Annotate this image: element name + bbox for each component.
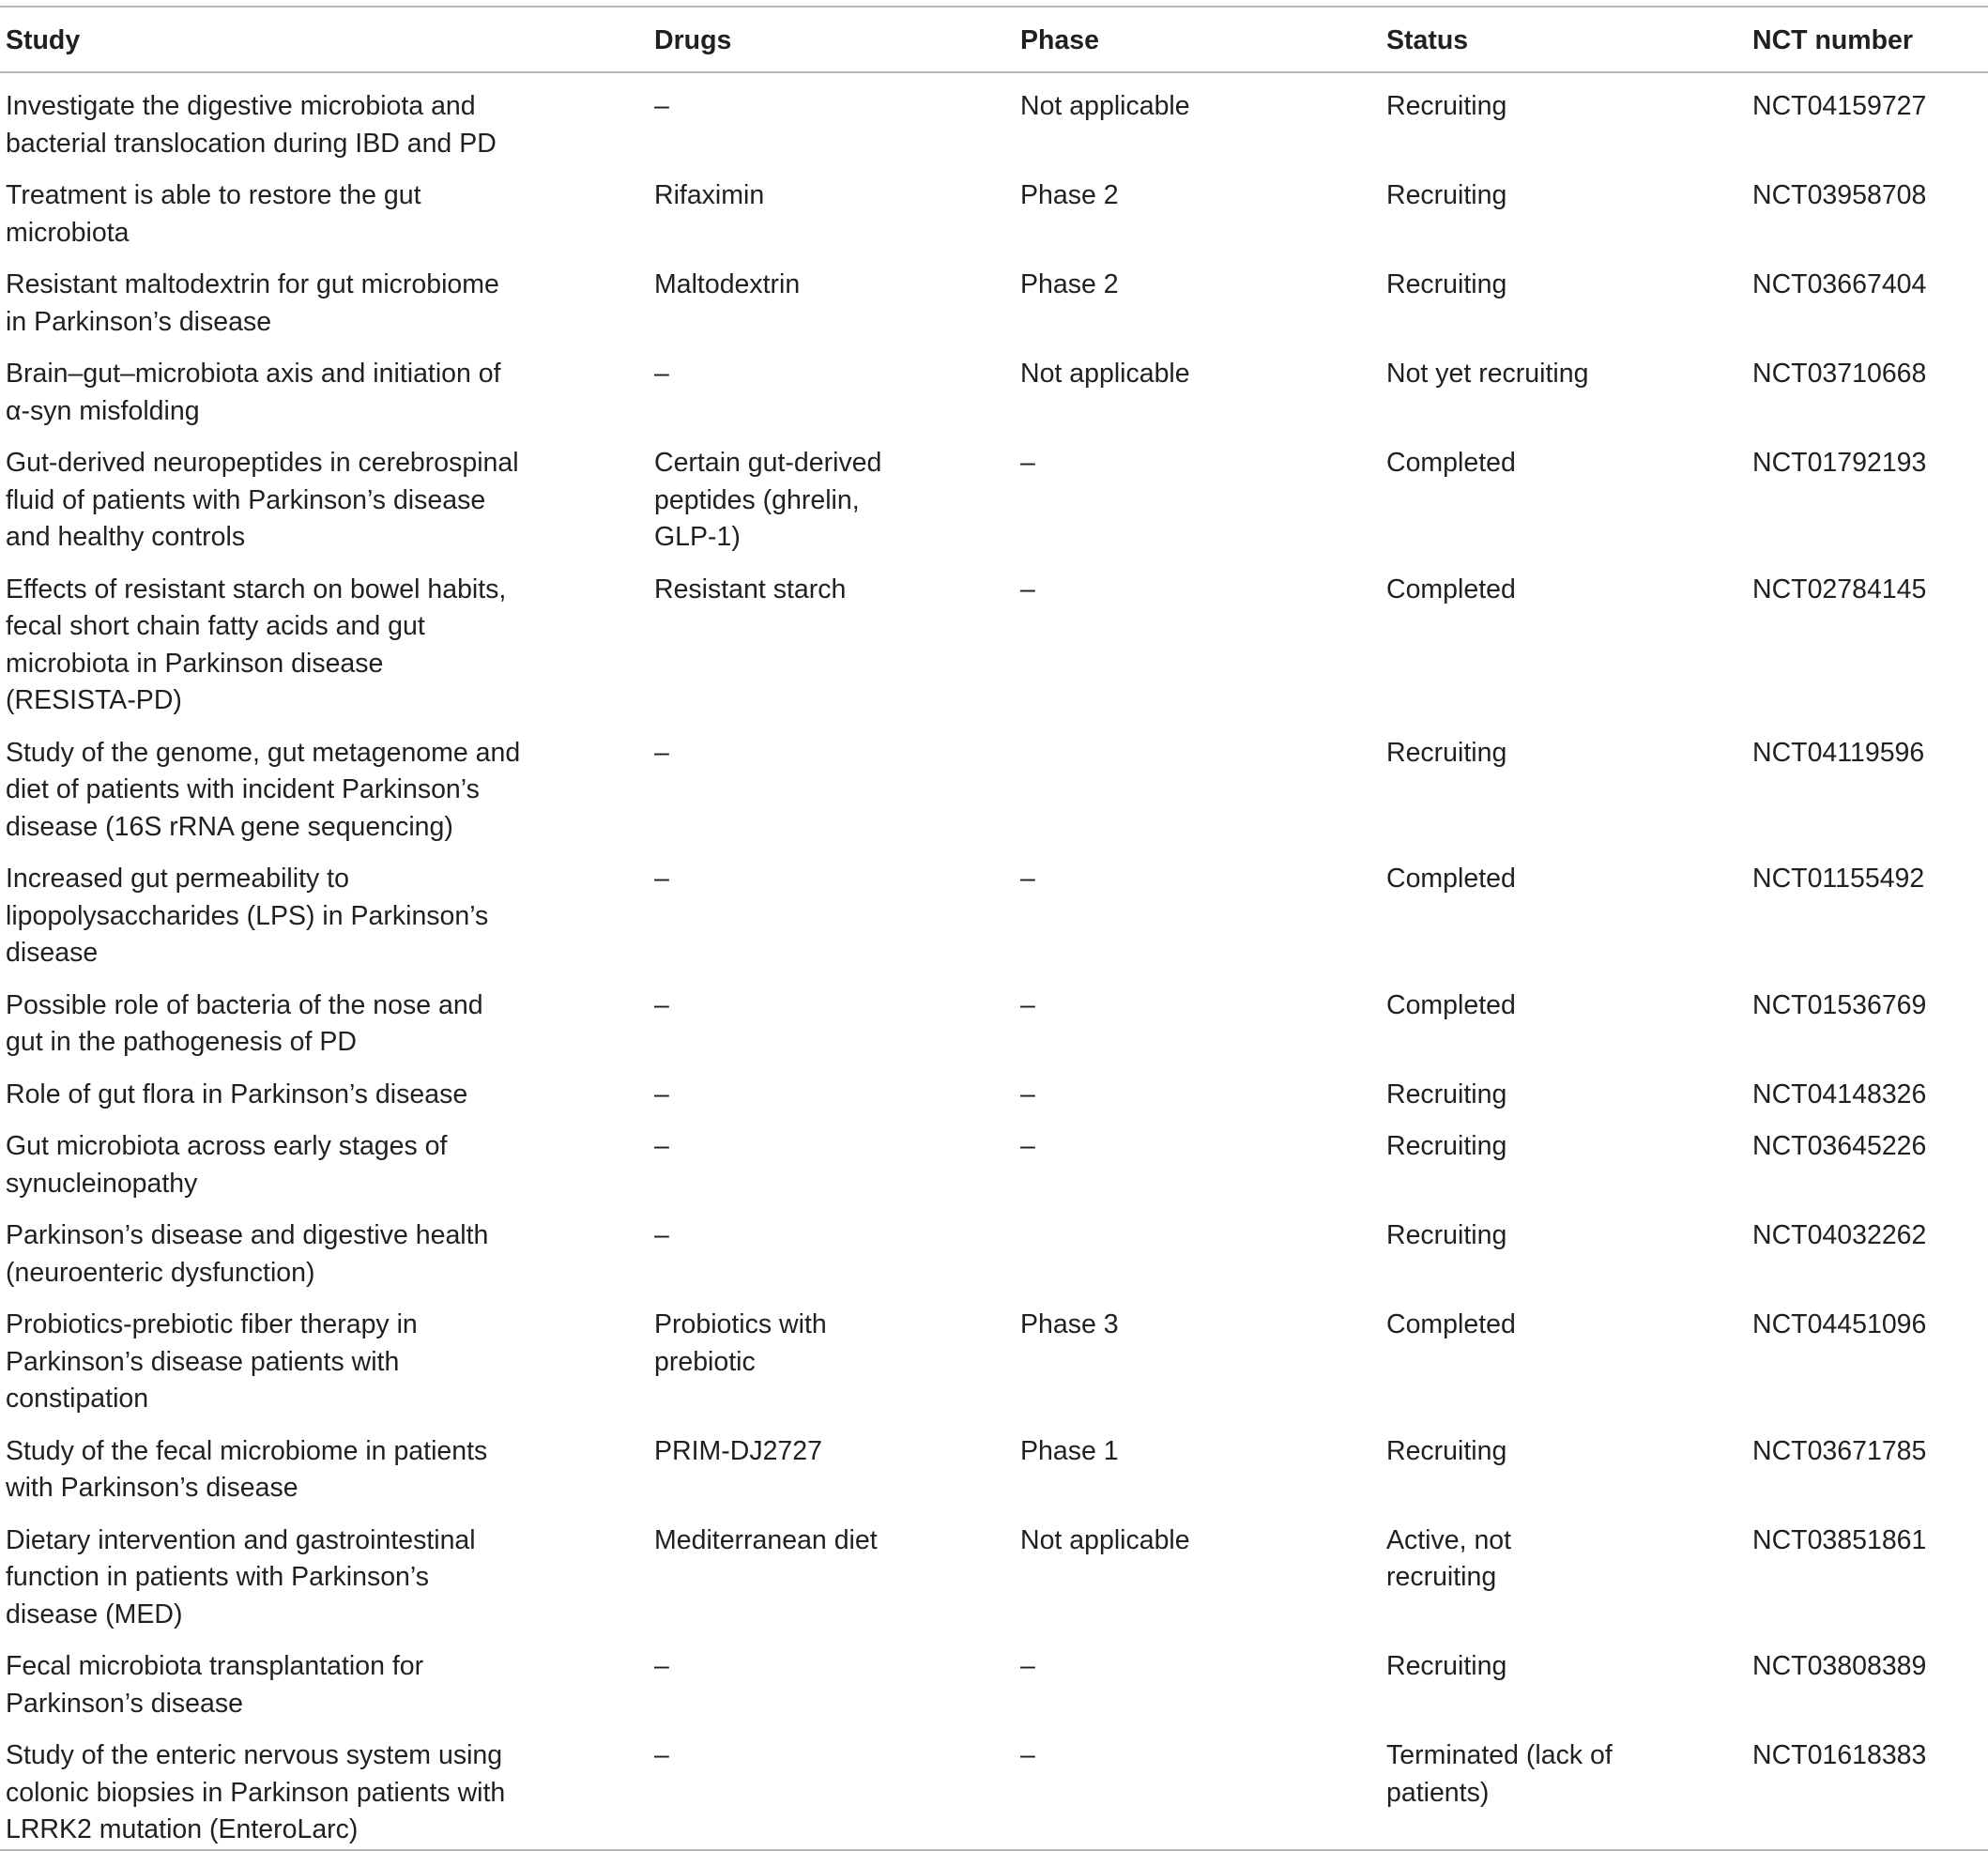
cell-phase: – bbox=[1020, 1131, 1035, 1161]
cell-drugs: Mediterranean diet bbox=[654, 1524, 878, 1555]
cell-nct-number: NCT03958708 bbox=[1752, 180, 1927, 210]
cell-status: Not yet recruiting bbox=[1386, 359, 1589, 389]
cell-phase: – bbox=[1020, 1651, 1035, 1681]
cell-nct-number: NCT02784145 bbox=[1752, 574, 1927, 604]
cell-study: Treatment is able to restore the gut microbiota bbox=[6, 180, 421, 248]
table-row bbox=[0, 1202, 1988, 1292]
cell-status: Completed bbox=[1386, 448, 1516, 478]
cell-phase: Phase 1 bbox=[1020, 1435, 1119, 1466]
cell-phase: Not applicable bbox=[1020, 1524, 1190, 1555]
cell-nct-number: NCT03671785 bbox=[1752, 1435, 1927, 1466]
cell-nct-number: NCT04148326 bbox=[1752, 1078, 1927, 1109]
cell-nct-number: NCT04451096 bbox=[1752, 1309, 1927, 1339]
cell-drugs: Rifaximin bbox=[654, 180, 765, 210]
cell-phase: – bbox=[1020, 989, 1035, 1020]
header-status: Status bbox=[1386, 25, 1469, 56]
cell-drugs: – bbox=[654, 737, 669, 768]
cell-status: Terminated (lack of patients) bbox=[1386, 1740, 1613, 1808]
cell-nct-number: NCT04159727 bbox=[1752, 91, 1927, 121]
table-row bbox=[0, 73, 1988, 162]
header-drugs: Drugs bbox=[654, 25, 732, 56]
cell-status: Completed bbox=[1386, 1309, 1516, 1339]
cell-drugs: Probiotics with prebiotic bbox=[654, 1309, 827, 1377]
header-phase: Phase bbox=[1020, 25, 1099, 56]
cell-nct-number: NCT01536769 bbox=[1752, 989, 1927, 1020]
cell-study: Role of gut flora in Parkinson’s disease bbox=[6, 1078, 468, 1109]
cell-drugs: – bbox=[654, 1131, 669, 1161]
cell-study: Increased gut permeability to lipopolysaccharides (LPS) in Parkinson’s disease bbox=[6, 864, 489, 968]
table-header-row bbox=[0, 8, 1988, 71]
table-row bbox=[0, 341, 1988, 430]
header-study: Study bbox=[6, 25, 81, 56]
cell-nct-number: NCT03645226 bbox=[1752, 1131, 1927, 1161]
cell-phase: – bbox=[1020, 864, 1035, 894]
cell-phase: Phase 2 bbox=[1020, 180, 1119, 210]
cell-study: Resistant maltodextrin for gut microbiome in Parkinson’s disease bbox=[6, 269, 499, 337]
cell-study: Study of the fecal microbiome in patients with Parkinson’s disease bbox=[6, 1435, 488, 1503]
cell-status: Recruiting bbox=[1386, 1220, 1507, 1250]
cell-status: Recruiting bbox=[1386, 1651, 1507, 1681]
cell-drugs: Maltodextrin bbox=[654, 269, 801, 299]
cell-phase: Not applicable bbox=[1020, 91, 1190, 121]
table-row bbox=[0, 1418, 1988, 1507]
cell-phase: – bbox=[1020, 448, 1035, 478]
cell-drugs: – bbox=[654, 1078, 669, 1109]
cell-nct-number: NCT03808389 bbox=[1752, 1651, 1927, 1681]
cell-drugs: – bbox=[654, 1651, 669, 1681]
cell-status: Recruiting bbox=[1386, 1078, 1507, 1109]
cell-study: Gut microbiota across early stages of synucleinopathy bbox=[6, 1131, 448, 1199]
table-row bbox=[0, 162, 1988, 252]
cell-nct-number: NCT04119596 bbox=[1752, 737, 1925, 768]
cell-drugs: – bbox=[654, 989, 669, 1020]
cell-status: Completed bbox=[1386, 989, 1516, 1020]
table-row bbox=[0, 252, 1988, 341]
cell-status: Recruiting bbox=[1386, 1435, 1507, 1466]
table-row bbox=[0, 846, 1988, 972]
table-row bbox=[0, 1062, 1988, 1114]
cell-study: Investigate the digestive microbiota and bacterial translocation during IBD and PD bbox=[6, 91, 497, 159]
table-row bbox=[0, 720, 1988, 847]
cell-status: Recruiting bbox=[1386, 737, 1507, 768]
header-nct-number: NCT number bbox=[1752, 25, 1913, 56]
cell-drugs: PRIM-DJ2727 bbox=[654, 1435, 822, 1466]
cell-nct-number: NCT03851861 bbox=[1752, 1524, 1927, 1555]
cell-status: Active, not recruiting bbox=[1386, 1524, 1512, 1592]
cell-drugs: – bbox=[654, 864, 669, 894]
cell-study: Parkinson’s disease and digestive health (neuroenteric dysfunction) bbox=[6, 1220, 489, 1288]
cell-nct-number: NCT01618383 bbox=[1752, 1740, 1927, 1770]
table-row bbox=[0, 1113, 1988, 1202]
cell-drugs: – bbox=[654, 359, 669, 389]
cell-nct-number: NCT01792193 bbox=[1752, 448, 1927, 478]
cell-drugs: Certain gut-derived peptides (ghrelin, GLP-1) bbox=[654, 448, 882, 552]
cell-drugs: – bbox=[654, 1740, 669, 1770]
table-row bbox=[0, 430, 1988, 557]
cell-study: Dietary intervention and gastrointestinal function in patients with Parkinson’s disease (MED) bbox=[6, 1524, 476, 1629]
cell-phase: Phase 2 bbox=[1020, 269, 1119, 299]
cell-study: Study of the genome, gut metagenome and diet of patients with incident Parkinson’s disease (16S rRNA gene sequencing) bbox=[6, 737, 521, 842]
cell-phase: – bbox=[1020, 1740, 1035, 1770]
cell-drugs: – bbox=[654, 91, 669, 121]
table-row bbox=[0, 557, 1988, 720]
table-body bbox=[0, 73, 1988, 1849]
cell-phase bbox=[1015, 720, 1381, 847]
cell-phase: Phase 3 bbox=[1020, 1309, 1119, 1339]
cell-study: Study of the enteric nervous system using colonic biopsies in Parkinson patients with LRRK2 mutation (EnteroLarc) bbox=[6, 1740, 506, 1844]
cell-drugs: Resistant starch bbox=[654, 574, 847, 604]
cell-nct-number: NCT03710668 bbox=[1752, 359, 1927, 389]
cell-study: Brain–gut–microbiota axis and initiation of α-syn misfolding bbox=[6, 359, 501, 426]
cell-status: Recruiting bbox=[1386, 269, 1507, 299]
cell-study: Possible role of bacteria of the nose and gut in the pathogenesis of PD bbox=[6, 989, 483, 1057]
cell-status: Completed bbox=[1386, 864, 1516, 894]
cell-nct-number: NCT03667404 bbox=[1752, 269, 1927, 299]
cell-phase: – bbox=[1020, 574, 1035, 604]
cell-status: Completed bbox=[1386, 574, 1516, 604]
table-row bbox=[0, 972, 1988, 1062]
cell-status: Recruiting bbox=[1386, 1131, 1507, 1161]
cell-study: Gut-derived neuropeptides in cerebrospinal fluid of patients with Parkinson’s disease and healthy controls bbox=[6, 448, 519, 552]
table-row bbox=[0, 1633, 1988, 1722]
cell-study: Probiotics-prebiotic fiber therapy in Parkinson’s disease patients with constipation bbox=[6, 1309, 418, 1414]
cell-phase: Not applicable bbox=[1020, 359, 1190, 389]
table-bottom-rule bbox=[0, 1849, 1988, 1851]
table-row bbox=[0, 1292, 1988, 1418]
cell-phase: – bbox=[1020, 1078, 1035, 1109]
cell-study: Fecal microbiota transplantation for Parkinson’s disease bbox=[6, 1651, 424, 1719]
cell-drugs: – bbox=[654, 1220, 669, 1250]
table-row bbox=[0, 1507, 1988, 1634]
cell-nct-number: NCT01155492 bbox=[1752, 864, 1925, 894]
cell-status: Recruiting bbox=[1386, 91, 1507, 121]
table-row bbox=[0, 1722, 1988, 1849]
cell-nct-number: NCT04032262 bbox=[1752, 1220, 1927, 1250]
cell-status: Recruiting bbox=[1386, 180, 1507, 210]
cell-study: Effects of resistant starch on bowel habits, fecal short chain fatty acids and gut microbiota in Parkinson disease (RESISTA-PD) bbox=[6, 574, 507, 715]
cell-phase bbox=[1015, 1202, 1381, 1292]
